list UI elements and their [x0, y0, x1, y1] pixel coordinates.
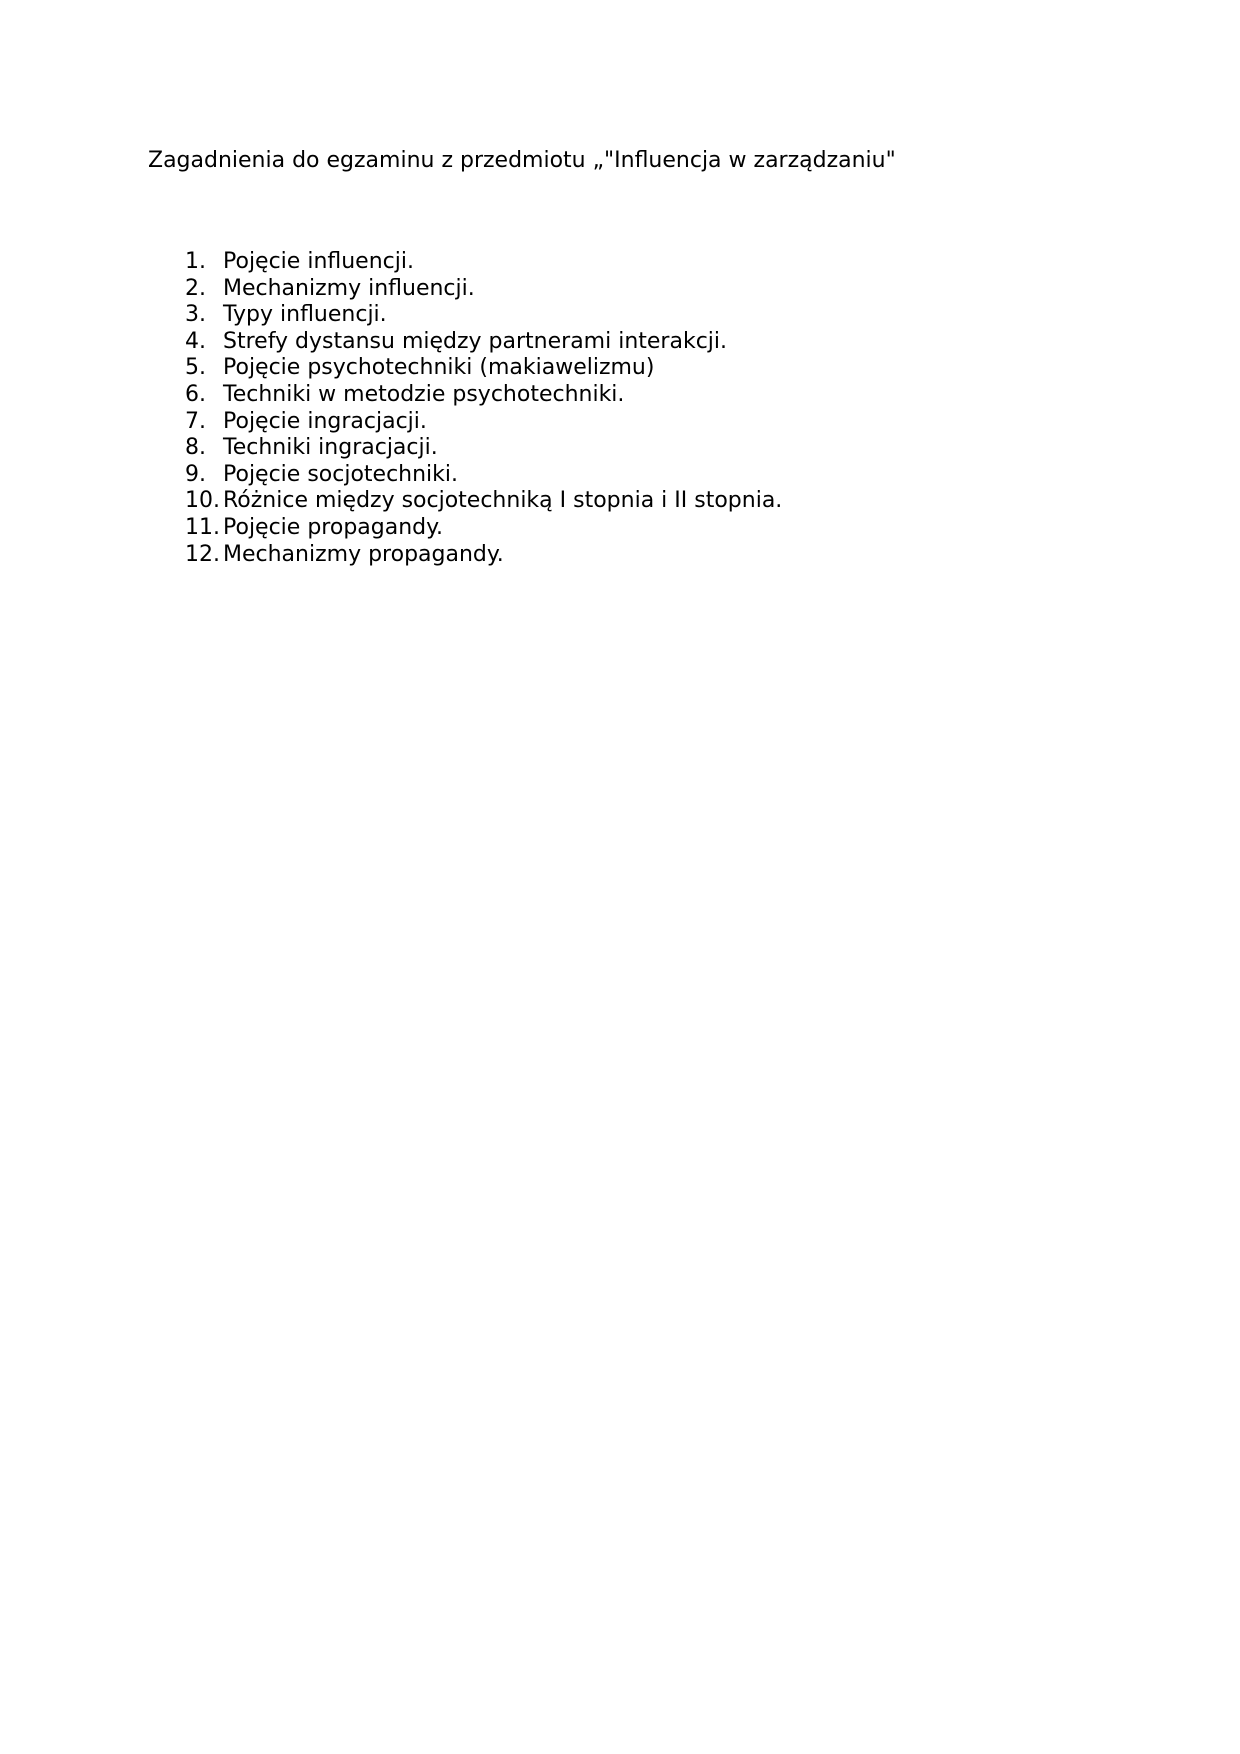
list-item-text: Typy influencji.	[223, 302, 387, 328]
list-item	[185, 542, 782, 569]
list-item	[185, 409, 782, 436]
list-item-number: 12.	[185, 541, 220, 567]
list-item-text: Techniki ingracjacji.	[223, 435, 438, 461]
list-item-number: 10.	[185, 488, 220, 514]
list-item-text: Różnice między socjotechniką I stopnia i II stopnia.	[223, 488, 783, 514]
list-item-text: Mechanizmy propagandy.	[223, 541, 504, 567]
list-item-number: 2.	[185, 275, 206, 301]
list-item-number: 1.	[185, 249, 206, 274]
list-item-text: Pojęcie influencji.	[223, 249, 414, 274]
list-item-number: 3.	[185, 302, 206, 328]
list-item	[185, 435, 782, 462]
document-title: Zagadnienia do egzaminu z przedmiotu „"Influencja w zarządzaniu"	[148, 148, 896, 173]
list-item-text: Strefy dystansu między partnerami interakcji.	[223, 328, 728, 354]
list-item-number: 11.	[185, 514, 220, 540]
list-item-number: 8.	[185, 435, 206, 461]
list-item-text: Mechanizmy influencji.	[223, 275, 475, 301]
list-item-text: Techniki w metodzie psychotechniki.	[223, 381, 625, 407]
list-item	[185, 329, 782, 356]
list-item-number: 9.	[185, 461, 206, 487]
list-item	[185, 302, 782, 329]
list-item	[185, 276, 782, 303]
list-item-number: 4.	[185, 328, 206, 354]
list-item-text: Pojęcie psychotechniki (makiawelizmu)	[223, 355, 655, 381]
list-item-text: Pojęcie socjotechniki.	[223, 461, 459, 487]
list-item	[185, 515, 782, 542]
list-item-number: 6.	[185, 381, 206, 407]
list-item-number: 5.	[185, 355, 206, 381]
list-item	[185, 249, 782, 276]
list-item	[185, 382, 782, 409]
list-item-text: Pojęcie ingracjacji.	[223, 408, 427, 434]
list-item	[185, 355, 782, 382]
exam-topics-list	[185, 249, 782, 568]
list-item-number: 7.	[185, 408, 206, 434]
list-item-text: Pojęcie propagandy.	[223, 514, 443, 540]
list-item	[185, 488, 782, 515]
list-item	[185, 462, 782, 489]
